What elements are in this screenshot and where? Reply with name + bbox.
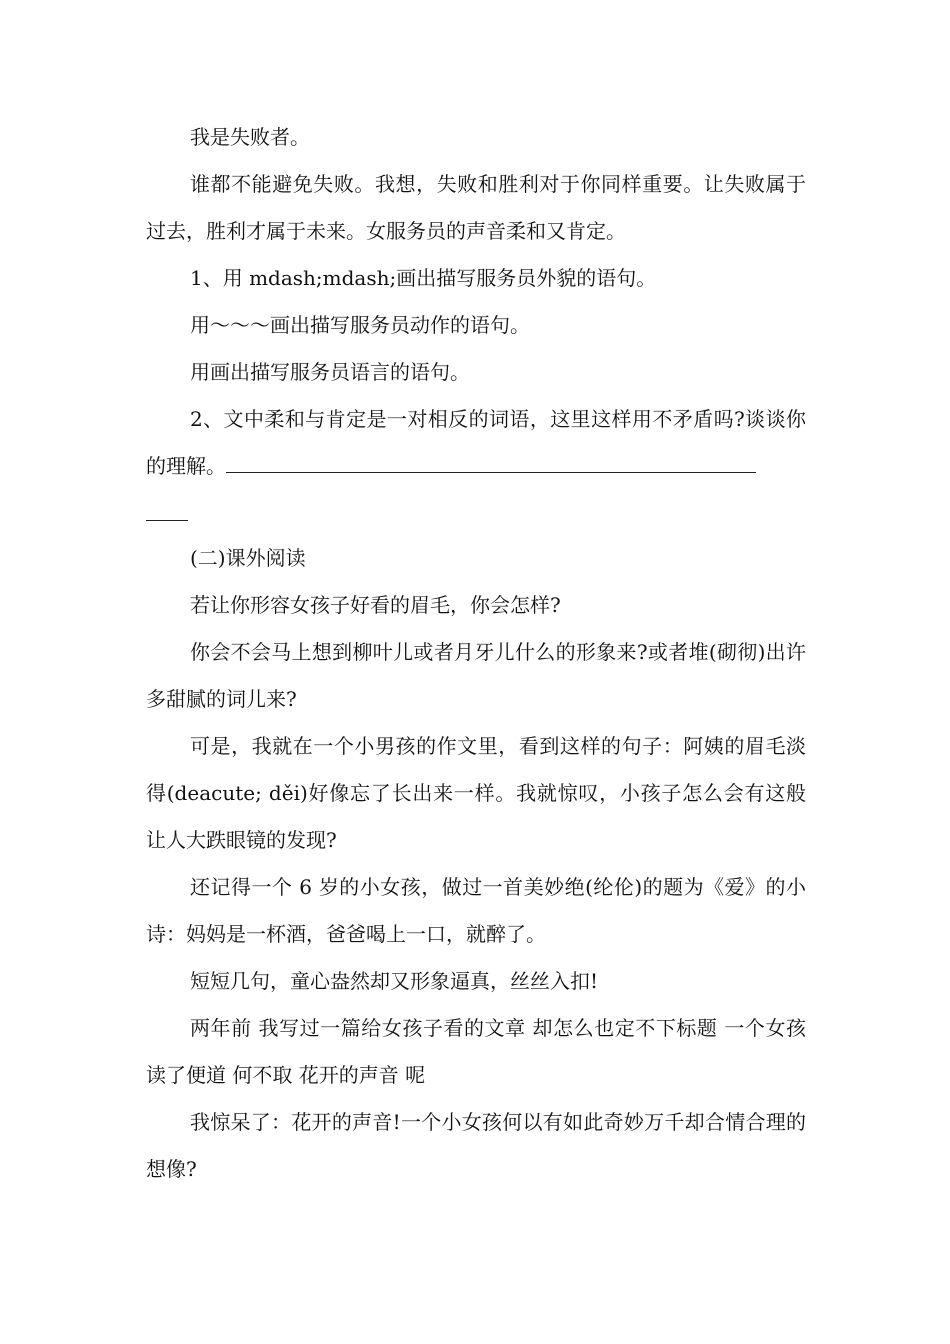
paragraph-2: 谁都不能避免失败。我想，失败和胜利对于你同样重要。让失败属于过去，胜利才属于未来。女服务员的声音柔和又肯定。 <box>146 172 806 243</box>
question-2 <box>146 396 806 490</box>
question-1: 1、用 mdash;mdash;画出描写服务员外貌的语句。 <box>190 266 657 290</box>
paragraph-3: 若让你形容女孩子好看的眉毛，你会怎样? <box>190 593 561 617</box>
paragraph-9: 我惊呆了：花开的声音!一个小女孩何以有如此奇妙万千却合情合理的想像? <box>146 1110 806 1181</box>
paragraph-5: 可是，我就在一个小男孩的作文里，看到这样的句子：阿姨的眉毛淡得(deacute; děi)好像忘了长出来一样。我就惊叹，小孩子怎么会有这般让人大跌眼镜的发现? <box>146 734 806 852</box>
paragraph-1: 我是失败者。 <box>190 125 310 149</box>
answer-blank-line[interactable] <box>226 454 756 473</box>
paragraph-6: 还记得一个 6 岁的小女孩，做过一首美妙绝(纶伦)的题为《爱》的小诗：妈妈是一杯酒，爸爸喝上一口，就醉了。 <box>146 875 806 946</box>
paragraph-4: 你会不会马上想到柳叶儿或者月牙儿什么的形象来?或者堆(砌彻)出许多甜腻的词儿来? <box>146 640 806 711</box>
section-heading: (二)课外阅读 <box>190 546 306 570</box>
paragraph-8: 两年前 我写过一篇给女孩子看的文章 却怎么也定不下标题 一个女孩读了便道 何不取 花开的声音 呢 <box>146 1016 806 1087</box>
question-2-text: 2、文中柔和与肯定是一对相反的词语，这里这样用不矛盾吗?谈谈你的理解。 <box>146 407 806 478</box>
paragraph-7: 短短几句，童心盎然却又形象逼真，丝丝入扣! <box>190 969 599 993</box>
instruction-wave-line: 用～～～画出描写服务员动作的语句。 <box>190 313 530 337</box>
answer-blank-tail[interactable] <box>146 490 188 521</box>
document-page <box>146 114 806 1193</box>
instruction-underline: 用画出描写服务员语言的语句。 <box>190 360 470 384</box>
